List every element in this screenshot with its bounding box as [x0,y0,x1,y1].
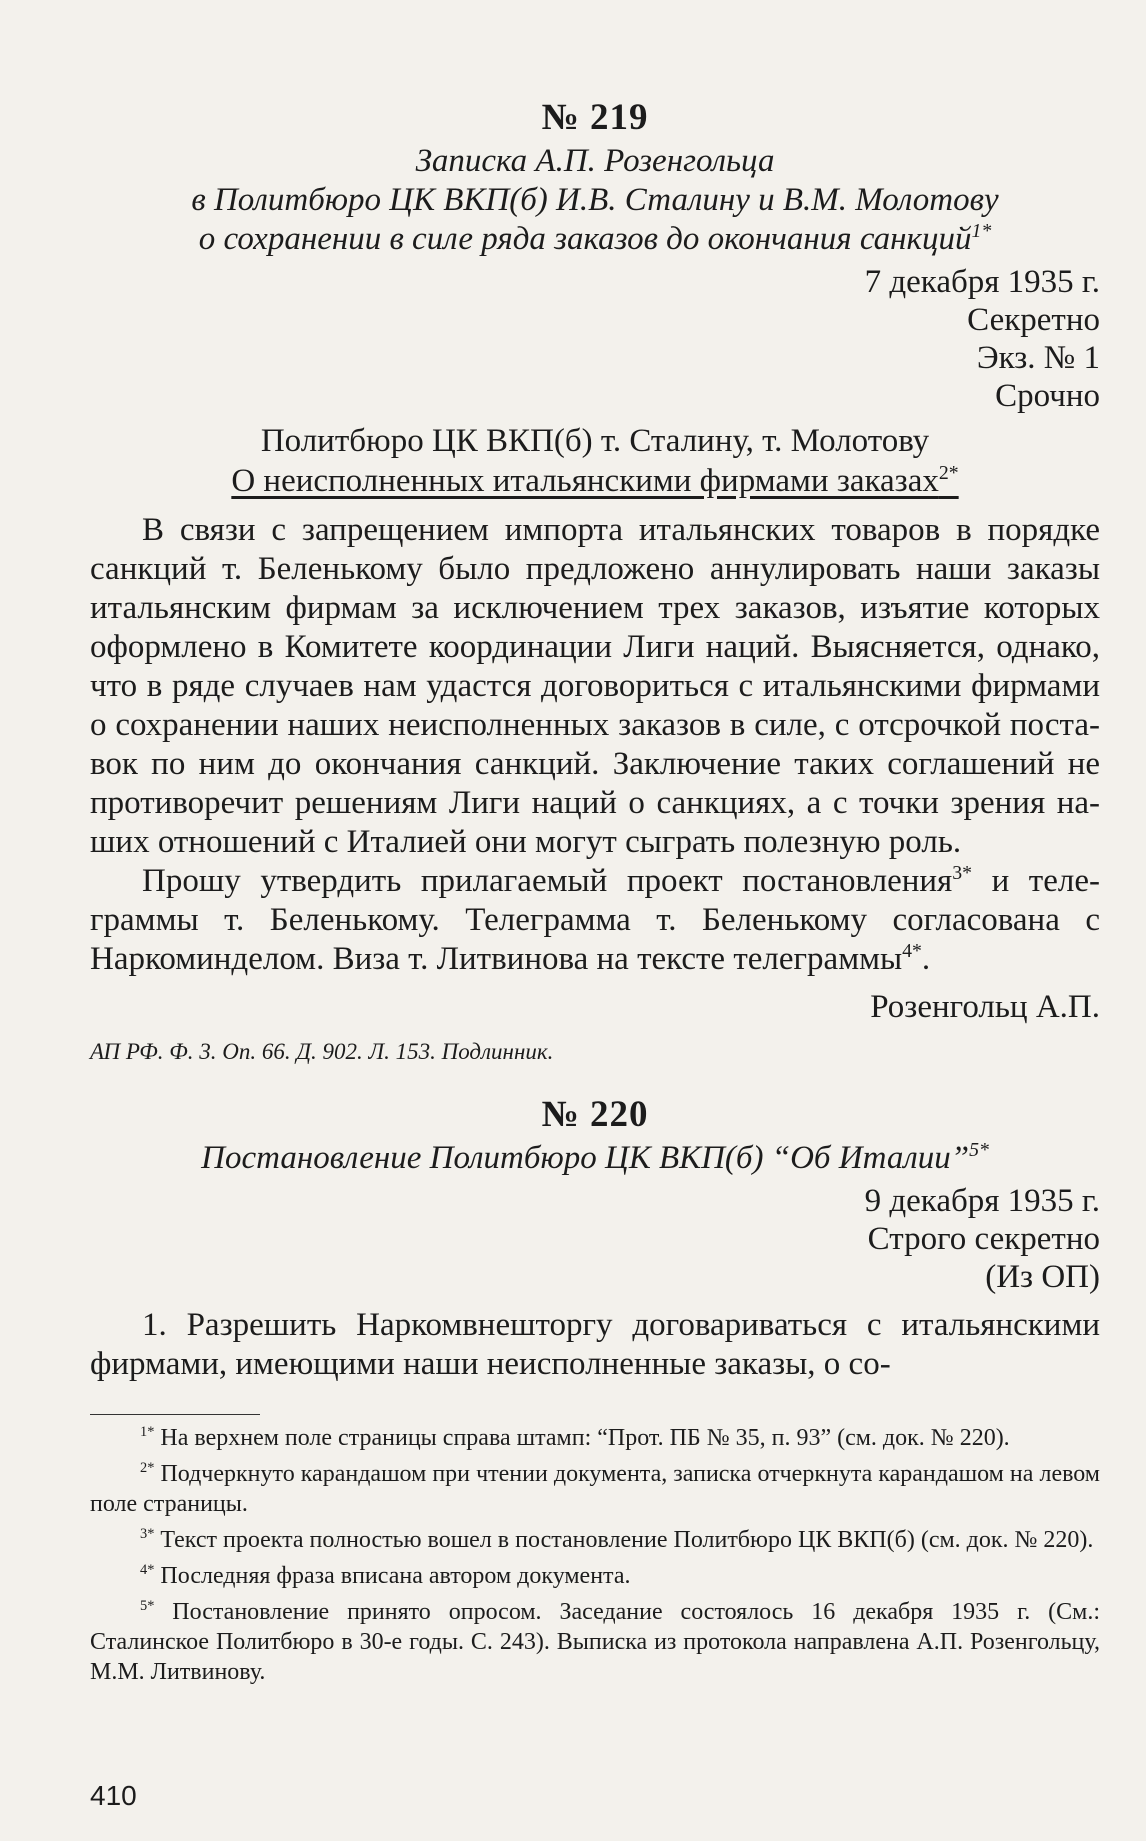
body-paragraph: 1. Разрешить Наркомвнешторгу договариваться с итальянскими фирмами, имеющими наши неисполненные заказы, о со- [90,1307,1100,1382]
footnote-ref: 5* [969,1139,989,1161]
footnote-mark: 2* [140,1460,155,1476]
footnote-mark: 4* [140,1562,155,1578]
document-origin: (Из ОП) [985,1259,1100,1295]
document-date: 9 декабря 1935 г. [864,1183,1100,1219]
document-number: № 219 [541,97,649,138]
document-220 [90,1093,1100,1384]
addressee: Политбюро ЦК ВКП(б) т. Сталину, т. Молотову [260,423,930,459]
footnotes [90,1423,1100,1687]
paragraph-text: и телеграммы т. Беленькому. Телеграмма т. Беленькому согласована с Наркоминделом. Виза т. Литвинова на тексте телеграммы [90,863,1100,977]
archive-source: АП РФ. Ф. 3. Оп. 66. Д. 902. Л. 153. Подлинник. [90,1039,554,1064]
document-page [90,96,1100,1816]
copy-number: Экз. № 1 [976,340,1100,376]
signature: Розенгольц А.П. [870,989,1100,1025]
title-line: Постановление Политбюро ЦК ВКП(б) “Об Италии” [201,1140,970,1176]
subject-line [90,461,1100,501]
footnote-text: На верхнем поле страницы справа штамп: “Прот. ПБ № 35, п. 93” (см. док. № 220). [154,1425,1010,1451]
document-meta [90,1182,1100,1296]
classification-stamp: Секретно [967,302,1100,338]
classification-stamp: Строго секретно [867,1221,1100,1257]
footnote-text: Последняя фраза вписана автором документа. [154,1563,631,1589]
document-number: № 220 [541,1094,649,1135]
footnote-text: Подчеркнуто карандашом при чтении документа, записка отчеркнута карандашом на левом поле страницы. [90,1461,1100,1517]
document-title [90,1139,1100,1178]
footnote [90,1459,1100,1519]
body-paragraph: В связи с запрещением импорта итальянских товаров в порядке санкций т. Беленькому было предложено аннулировать наши заказы итальянским фирмам за исключением трех заказов, изъятие которых оформлено в Комитете координации Лиги наций. Выясняется, однако, что в ряде случаев нам удастся договориться с итальянскими фирмами о сохранении наших неисполненных заказов в силе, с отсрочкой поставок по ним до окончания санкций. Заключение таких соглашений не противоречит решениям Лиги наций о санкциях, а с точки зрения наших отношений с Италией они могут сыграть полезную роль. [90,512,1100,860]
footnote-text: Текст проекта полностью вошел в постановление Политбюро ЦК ВКП(б) (см. док. № 220). [154,1527,1094,1553]
paragraph-text: Прошу утвердить прилагаемый проект постановления [142,863,953,899]
document-meta [90,263,1100,415]
body-paragraph [90,862,1100,979]
footnote-text: Постановление принято опросом. Заседание состоялось 16 декабря 1935 г. (См.: Сталинское Политбюро в 30-е годы. С. 243). Выписка из протокола направлена А.П. Розенгольцу, М.М. Литвинову. [90,1599,1100,1685]
footnote [90,1597,1100,1687]
title-line: о сохранении в силе ряда заказов до окончания санкций [198,221,972,257]
title-line: в Политбюро ЦК ВКП(б) И.В. Сталину и В.М. Молотову [191,182,999,218]
footnote-mark: 1* [140,1424,155,1440]
title-line: Записка А.П. Розенгольца [415,143,775,179]
footnote-separator [90,1414,260,1415]
footnote-ref: 1* [971,220,992,242]
footnote-ref: 4* [902,940,922,962]
footnote-ref: 2* [938,462,959,484]
footnote-mark: 5* [140,1598,155,1614]
document-title [90,142,1100,259]
subject-text: О неисполненных итальянскими фирмами заказах [231,463,939,499]
footnote-ref: 3* [952,862,972,884]
page-number: 410 [90,1780,137,1811]
document-date: 7 декабря 1935 г. [864,264,1100,300]
footnote [90,1423,1100,1453]
paragraph-text: . [921,941,931,977]
urgency-stamp: Срочно [995,378,1100,414]
footnote [90,1525,1100,1555]
footnote [90,1561,1100,1591]
document-219 [90,96,1100,1067]
footnote-mark: 3* [140,1526,155,1542]
